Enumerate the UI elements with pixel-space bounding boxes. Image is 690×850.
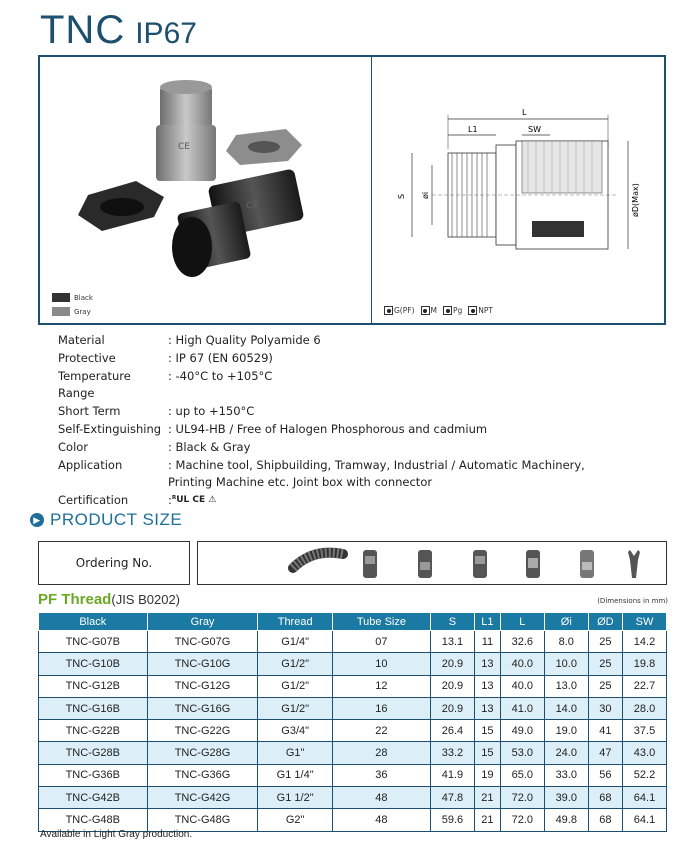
section-title: PRODUCT SIZE: [50, 510, 183, 529]
table-cell: TNC-G10B: [39, 653, 148, 675]
table-row: [39, 787, 667, 809]
table-cell: 49.0: [500, 720, 544, 742]
checkbox-icon: [421, 306, 430, 315]
table-cell: 49.8: [544, 809, 588, 831]
dim-S: S: [397, 193, 406, 199]
table-cell: 12: [332, 675, 430, 697]
column-header: Thread: [258, 613, 332, 631]
table-cell: G1/2": [258, 697, 332, 719]
table-cell: 22: [332, 720, 430, 742]
table-cell: 47: [588, 742, 622, 764]
table-cell: 15: [474, 720, 500, 742]
spec-row: [58, 439, 585, 457]
spec-label: Self-Extinguishing: [58, 421, 162, 436]
spec-value: :: [168, 493, 172, 508]
product-photo-panel: [38, 55, 372, 325]
table-cell: TNC-G36B: [39, 764, 148, 786]
legend-label: Gray: [74, 307, 91, 316]
column-header: Black: [39, 613, 148, 631]
column-header: ØD: [588, 613, 622, 631]
table-cell: 13: [474, 697, 500, 719]
spec-value: : IP 67 (EN 60529): [168, 350, 273, 365]
table-cell: 64.1: [623, 809, 667, 831]
dim-L1: L1: [468, 125, 478, 134]
spec-label: Material: [58, 333, 105, 347]
table-row: [39, 631, 667, 653]
jis-standard: (JIS B0202): [111, 592, 181, 607]
table-cell: 07: [332, 631, 430, 653]
table-cell: 19: [474, 764, 500, 786]
table-cell: 72.0: [500, 787, 544, 809]
spec-label: Certification: [58, 493, 129, 508]
spec-label: Temperature Range: [58, 368, 131, 401]
spec-row: [58, 332, 585, 350]
table-cell: G1/4": [258, 631, 332, 653]
black-swatch: [52, 293, 70, 302]
table-cell: 8.0: [544, 631, 588, 653]
spec-label: Color: [58, 439, 89, 454]
table-cell: 40.0: [500, 675, 544, 697]
svg-text:CE: CE: [245, 199, 260, 212]
ordering-label-box: [38, 541, 190, 585]
table-cell: G1/2": [258, 675, 332, 697]
table-cell: 43.0: [623, 742, 667, 764]
spec-row: [58, 474, 585, 492]
spec-list: [58, 332, 585, 510]
table-row: [39, 675, 667, 697]
conduit-icon: [293, 553, 343, 568]
table-cell: 20.9: [431, 697, 475, 719]
column-header: Tube Size: [332, 613, 430, 631]
table-cell: TNC-G10G: [147, 653, 258, 675]
table-cell: 59.6: [431, 809, 475, 831]
table-cell: 13: [474, 675, 500, 697]
table-cell: 10.0: [544, 653, 588, 675]
table-cell: 53.0: [500, 742, 544, 764]
fitting-icon: [418, 550, 432, 578]
table-cell: 36: [332, 764, 430, 786]
table-cell: 41.0: [500, 697, 544, 719]
table-cell: G2": [258, 809, 332, 831]
table-cell: 20.9: [431, 653, 475, 675]
component-icons-box: [197, 541, 667, 585]
table-cell: 33.0: [544, 764, 588, 786]
table-row: [39, 720, 667, 742]
table-cell: 10: [332, 653, 430, 675]
table-cell: 52.2: [623, 764, 667, 786]
table-cell: 21: [474, 809, 500, 831]
thread-type-npt: [468, 306, 493, 316]
table-cell: TNC-G48G: [147, 809, 258, 831]
section-heading: [30, 510, 182, 530]
wrench-icon: [628, 550, 640, 578]
table-cell: TNC-G12B: [39, 675, 148, 697]
thread-type-options: [384, 306, 493, 316]
table-cell: 37.5: [623, 720, 667, 742]
column-header: S: [431, 613, 475, 631]
thread-type-gpf: [384, 306, 415, 316]
footnote: Available in Light Gray production.: [40, 829, 193, 840]
spec-row: [58, 403, 585, 421]
table-cell: 24.0: [544, 742, 588, 764]
table-cell: 21: [474, 787, 500, 809]
thread-type-label: M: [430, 305, 437, 315]
table-cell: 30: [588, 697, 622, 719]
table-cell: 13.0: [544, 675, 588, 697]
table-cell: 26.4: [431, 720, 475, 742]
spec-value: : Black & Gray: [168, 439, 251, 454]
table-cell: 19.8: [623, 653, 667, 675]
checkbox-icon: [384, 306, 393, 315]
table-cell: TNC-G16G: [147, 697, 258, 719]
legend-gray: [52, 307, 91, 316]
table-cell: 14.2: [623, 631, 667, 653]
table-cell: 68: [588, 809, 622, 831]
table-cell: 72.0: [500, 809, 544, 831]
table-row: [39, 697, 667, 719]
table-cell: 64.1: [623, 787, 667, 809]
table-cell: 16: [332, 697, 430, 719]
page-title: [40, 8, 197, 53]
table-cell: TNC-G28B: [39, 742, 148, 764]
arrow-circle-icon: ▶: [30, 513, 44, 527]
table-cell: TNC-G22G: [147, 720, 258, 742]
table-cell: TNC-G42B: [39, 787, 148, 809]
table-cell: TNC-G48B: [39, 809, 148, 831]
fitting-icon: [363, 550, 377, 578]
certification-marks: ᴿUL CE ⚠: [171, 495, 217, 506]
table-cell: G1/2": [258, 653, 332, 675]
fitting-icon: [580, 550, 594, 578]
spec-value: : UL94-HB / Free of Halogen Phosphorous and cadmium: [168, 421, 488, 436]
table-cell: 22.7: [623, 675, 667, 697]
table-cell: 39.0: [544, 787, 588, 809]
table-cell: 25: [588, 675, 622, 697]
pf-thread-label: PF Thread: [38, 591, 112, 608]
table-cell: 32.6: [500, 631, 544, 653]
spec-label: Application: [58, 457, 123, 472]
table-cell: 28: [332, 742, 430, 764]
dim-phi-D: øD(Max): [631, 183, 640, 217]
table-cell: TNC-G42G: [147, 787, 258, 809]
thread-type-label: NPT: [478, 305, 494, 315]
legend-black: [52, 293, 93, 302]
spec-value: : up to +150°C: [168, 404, 255, 419]
table-cell: TNC-G16B: [39, 697, 148, 719]
table-cell: 40.0: [500, 653, 544, 675]
fitting-icon: [473, 550, 487, 578]
thread-type-pg: [443, 306, 462, 316]
column-header: L1: [474, 613, 500, 631]
column-header: Øi: [544, 613, 588, 631]
spec-value: : High Quality Polyamide 6: [168, 333, 321, 347]
table-cell: 47.8: [431, 787, 475, 809]
spec-row: [58, 421, 585, 439]
thread-type-label: G(PF): [394, 305, 415, 315]
table-cell: 68: [588, 787, 622, 809]
spec-row: [58, 492, 585, 510]
table-cell: G1 1/4": [258, 764, 332, 786]
spec-label: Protective: [58, 350, 116, 365]
table-cell: 25: [588, 631, 622, 653]
title-rating: IP67: [135, 17, 197, 50]
technical-drawing-panel: [371, 55, 666, 325]
table-cell: 11: [474, 631, 500, 653]
table-row: [39, 764, 667, 786]
table-cell: 56: [588, 764, 622, 786]
table-cell: 19.0: [544, 720, 588, 742]
table-cell: 41.9: [431, 764, 475, 786]
table-cell: 33.2: [431, 742, 475, 764]
dim-SW: SW: [528, 125, 541, 134]
table-cell: 48: [332, 787, 430, 809]
spec-row: [58, 350, 585, 368]
column-header: L: [500, 613, 544, 631]
table-row: [39, 809, 667, 831]
ordering-label: Ordering No.: [75, 556, 153, 570]
spec-row: [58, 368, 585, 404]
table-cell: TNC-G12G: [147, 675, 258, 697]
spec-label: Short Term: [58, 404, 121, 419]
table-cell: 14.0: [544, 697, 588, 719]
table-cell: 15: [474, 742, 500, 764]
table-row: [39, 653, 667, 675]
table-cell: G3/4": [258, 720, 332, 742]
table-header-row: [39, 613, 667, 631]
technical-drawing: [372, 57, 663, 297]
table-cell: 48: [332, 809, 430, 831]
table-cell: G1": [258, 742, 332, 764]
table-cell: 65.0: [500, 764, 544, 786]
table-cell: TNC-G07B: [39, 631, 148, 653]
table-cell: 25: [588, 653, 622, 675]
fitting-icon: [526, 550, 540, 578]
dimensions-note: (Dimensions in mm): [597, 597, 668, 605]
table-cell: TNC-G07G: [147, 631, 258, 653]
spec-value: : -40°C to +105°C: [168, 368, 273, 383]
table-cell: 28.0: [623, 697, 667, 719]
spec-value: : Machine tool, Shipbuilding, Tramway, Industrial / Automatic Machinery,: [168, 457, 585, 472]
gray-swatch: [52, 307, 70, 316]
column-header: SW: [623, 613, 667, 631]
table-cell: TNC-G36G: [147, 764, 258, 786]
table-cell: 41: [588, 720, 622, 742]
table-row: [39, 742, 667, 764]
spec-value: Printing Machine etc. Joint box with connector: [168, 475, 433, 490]
svg-text:CE: CE: [178, 142, 190, 152]
thread-type-m: [421, 306, 437, 316]
table-cell: TNC-G22B: [39, 720, 148, 742]
pf-thread-title: [38, 591, 180, 608]
table-cell: TNC-G28G: [147, 742, 258, 764]
product-size-table: [38, 612, 667, 832]
product-photo: [40, 57, 370, 323]
table-cell: 13: [474, 653, 500, 675]
table-cell: G1 1/2": [258, 787, 332, 809]
legend-label: Black: [74, 293, 93, 302]
spec-row: [58, 457, 585, 475]
table-cell: 13.1: [431, 631, 475, 653]
column-header: Gray: [147, 613, 258, 631]
table-cell: 20.9: [431, 675, 475, 697]
checkbox-icon: [443, 306, 452, 315]
checkbox-icon: [468, 306, 477, 315]
title-main: TNC: [40, 8, 126, 52]
dim-phi-i: øi: [421, 191, 430, 199]
thread-type-label: Pg: [453, 305, 463, 315]
spec-label: [58, 474, 168, 492]
dim-L: L: [522, 108, 527, 117]
